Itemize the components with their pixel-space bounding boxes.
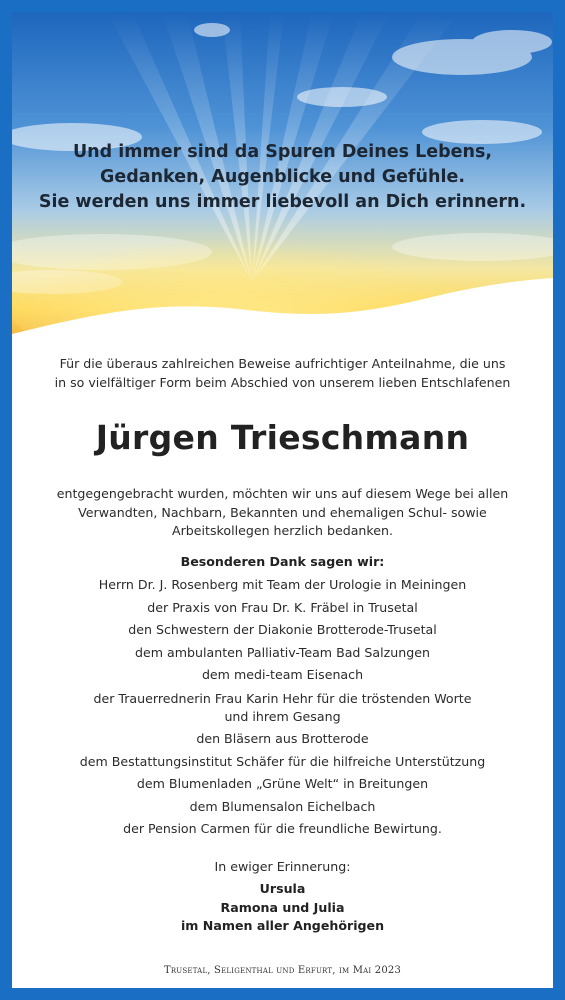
list-item: dem Blumenladen „Grüne Welt“ in Breitungen: [136, 776, 429, 792]
thanks-paragraph: [12, 485, 553, 541]
special-thanks-list: [12, 574, 553, 841]
list-item: den Bläsern aus Brotterode: [196, 730, 369, 746]
list-item: und ihrem Gesang: [224, 708, 341, 724]
body-line-2: Verwandten, Nachbarn, Bekannten und ehemaligen Schul- sowie: [78, 504, 487, 520]
place-date-text: Trusetal, Seligenthal und Erfurt, im Mai 2023: [163, 965, 402, 976]
quote-line-1: Und immer sind da Spuren Deines Lebens,: [72, 142, 493, 162]
intro-line-2: in so vielfältiger Form beim Abschied von unserem lieben Entschlafenen: [54, 374, 511, 390]
list-item: den Schwestern der Diakonie Brotterode-Trusetal: [128, 622, 437, 638]
signer-name: Ramona und Julia: [220, 899, 345, 915]
list-item: dem Bestattungsinstitut Schäfer für die hilfreiche Unterstützung: [79, 753, 486, 769]
body-line-3: Arbeitskollegen herzlich bedanken.: [172, 523, 393, 538]
list-item: Herrn Dr. J. Rosenberg mit Team der Urologie in Meiningen: [98, 577, 467, 592]
signer-note: im Namen aller Angehörigen: [180, 918, 385, 933]
list-item: der Praxis von Frau Dr. K. Fräbel in Trusetal: [147, 599, 418, 615]
signer-name: Ursula: [259, 881, 306, 896]
deceased-name: Jürgen Trieschmann: [95, 418, 470, 457]
list-item: dem medi-team Eisenach: [201, 667, 364, 683]
body-line-1: entgegengebracht wurden, möchten wir uns auf diesem Wege bei allen: [56, 486, 509, 501]
list-item: dem Blumensalon Eichelbach: [189, 798, 376, 814]
intro-paragraph: [12, 355, 553, 392]
list-item: der Pension Carmen für die freundliche Bewirtung.: [123, 821, 442, 837]
intro-line-1: Für die überaus zahlreichen Beweise aufrichtiger Anteilnahme, die uns: [59, 356, 506, 371]
list-item: der Trauerrednerin Frau Karin Hehr für die tröstenden Worte: [93, 690, 472, 706]
list-item: dem ambulanten Palliativ-Team Bad Salzungen: [135, 644, 430, 660]
place-and-date: [12, 964, 553, 978]
special-thanks-title: Besonderen Dank sagen wir:: [180, 554, 385, 569]
quote-line-2: Gedanken, Augenblicke und Gefühle.: [100, 167, 465, 187]
quote-line-3: Sie werden uns immer liebevoll an Dich erinnern.: [38, 192, 527, 212]
signers-block: [12, 880, 553, 936]
memorial-quote: [12, 140, 553, 215]
obituary-card: [12, 12, 553, 988]
memory-label: In ewiger Erinnerung:: [214, 859, 351, 874]
